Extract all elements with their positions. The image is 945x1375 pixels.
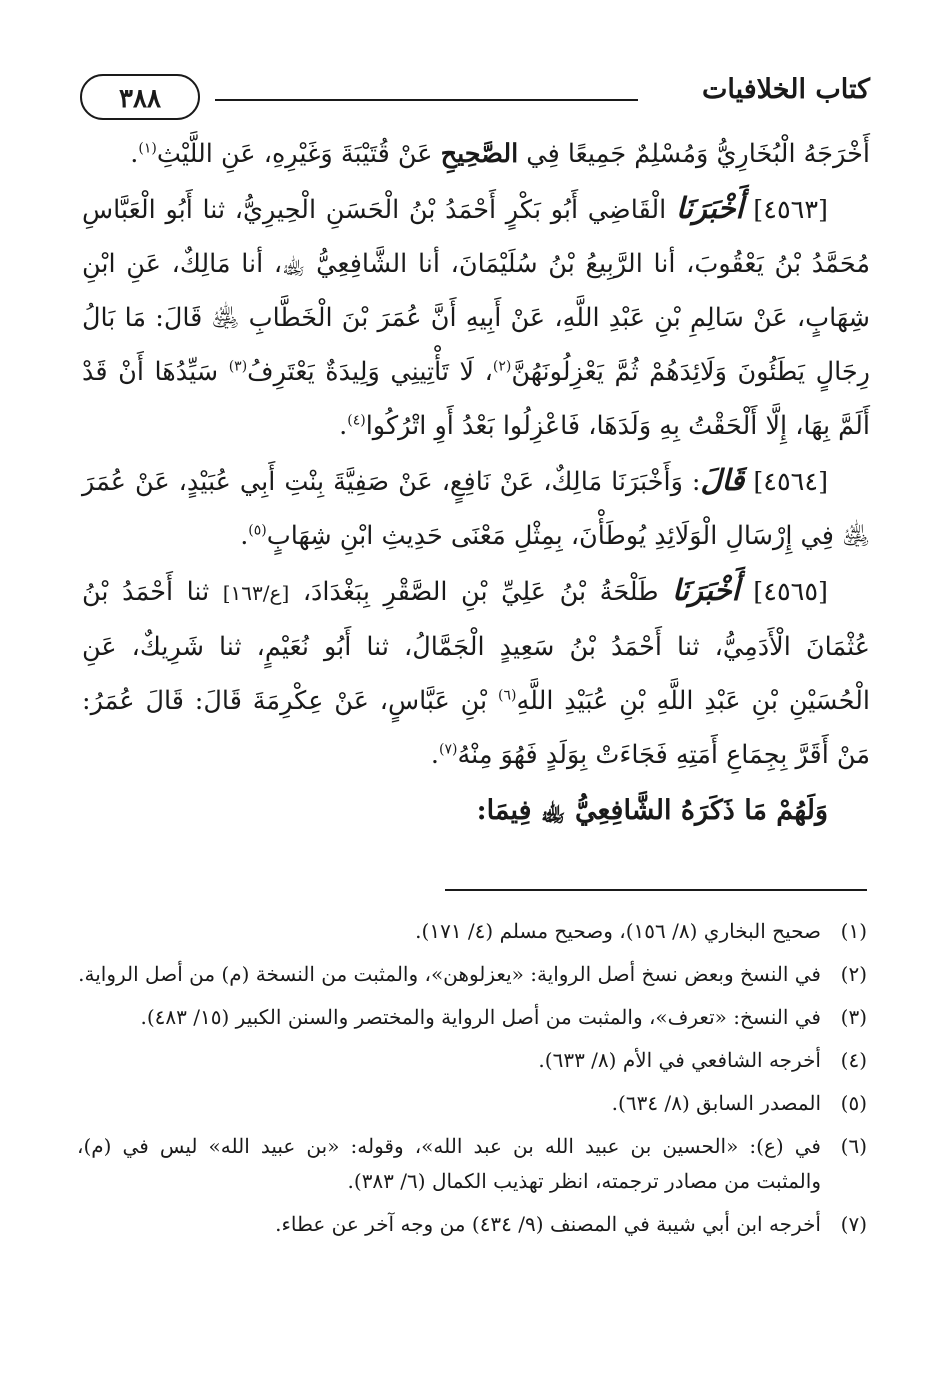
hadith-number: [٤٥٦٣] — [753, 195, 828, 225]
paragraph-1: أَخْرَجَهُ الْبُخَارِيُّ وَمُسْلِمٌ جَمِيعًا فِي الصَّحِيحِ عَنْ قُتَيْبَةَ وَغَيْرِهِ، عَنِ اللَّيْثِ$^{(١)}$. — [130, 139, 870, 169]
footnote-ref[interactable]: (١) — [138, 140, 157, 157]
hadith-keyword: أَخْبَرَنَا — [672, 573, 740, 607]
hadith-number: [٤٥٦٥] — [753, 577, 828, 607]
hadith-4564: [٤٥٦٤] قَالَ: وَأَخْبَرَنَا مَالِكٌ، عَنْ نَافِعٍ، عَنْ صَفِيَّةَ بِنْتِ أَبِي عُبَيْدٍ، عَنْ عُمَرَ ﵁ فِي إِرْسَالِ الْوَلَائِدِ يُوطَأْنَ، بِمِثْلِ مَعْنَى حَدِيثِ ابْنِ شِهَابٍ$^{(٥)}$. — [82, 463, 870, 551]
page-number: ٣٨٨ — [80, 74, 200, 120]
hadith-keyword: أَخْبَرَنَا — [675, 191, 744, 225]
footnote-separator — [445, 889, 867, 891]
hadith-keyword: قَالَ — [700, 463, 745, 497]
footnote-ref[interactable]: (٣) — [228, 358, 248, 375]
hadith-4565: [٤٥٦٥] أَخْبَرَنَا طَلْحَةُ بْنُ عَلِيِّ بْنِ الصَّقْرِ بِبَغْدَادَ، [ع/١٦٣] ثنا أَحْمَدُ بْنُ عُثْمَانَ الْأَدَمِيُّ، ثنا أَحْمَدُ بْنُ سَعِيدٍ الْجَمَّالُ، ثنا أَبُو نُعَيْمٍ، ثنا شَرِيكٌ، عَنِ الْحُسَيْنِ بْنِ عَبْدِ اللَّهِ بْنِ عُبَيْدِ اللَّهِ$^{(٦)}$ بْنِ عَبَّاسٍ، عَنْ عِكْرِمَةَ قَالَ: قَالَ عُمَرُ: مَنْ أَقَرَّ بِجِمَاعِ أَمَتِهِ فَجَاءَتْ بِوَلَدٍ فَهُوَ مِنْهُ$^{(٧)}$. — [82, 573, 870, 770]
footnote-4: (٤) أخرجه الشافعي في الأم (٨/ ٦٣٣). — [538, 1048, 867, 1072]
footnote-ref[interactable]: (٦) — [498, 687, 517, 704]
footnotes — [77, 914, 867, 1250]
hadith-4563: [٤٥٦٣] أَخْبَرَنَا الْقَاضِي أَبُو بَكْرٍ أَحْمَدُ بْنُ الْحَسَنِ الْحِيرِيُّ، ثنا أَبُو الْعَبَّاسِ مُحَمَّدُ بْنُ يَعْقُوبَ، أنا الرَّبِيعُ بْنُ سُلَيْمَانَ، أنا الشَّافِعِيُّ ﵀، أنا مَالِكٌ، عَنِ ابْنِ شِهَابٍ، عَنْ سَالِمِ بْنِ عَبْدِ اللَّهِ، عَنْ أَبِيهِ أَنَّ عُمَرَ بْنَ الْخَطَّابِ ﵁ قَالَ: مَا بَالُ رِجَالٍ يَطَئُونَ وَلَائِدَهُمْ ثُمَّ يَعْزِلُونَهُنَّ$^{(٢)}$، لَا تَأْتِينِي وَلِيدَةٌ يَعْتَرِفُ$^{(٣)}$ سَيِّدُهَا أَنْ قَدْ أَلَمَّ بِهَا، إِلَّا أَلْحَقْتُ بِهِ وَلَدَهَا، فَاعْزِلُوا بَعْدُ أَوِ اتْرُكُوا$^{(٤)}$. — [82, 191, 870, 441]
main-text — [82, 127, 870, 838]
footnote-6: (٦) في (ع): «الحسين بن عبيد الله بن عبد الله»، وقوله: «بن عبيد الله» ليس في (م)، والمثبت من مصادر ترجمته، انظر تهذيب الكمال (٦/ ٣٨٣). — [77, 1134, 867, 1193]
footnote-2: (٢) في النسخ وبعض نسخ أصل الرواية: «يعزلوهن»، والمثبت من النسخة (م) من أصل الرواية. — [78, 962, 867, 986]
footnote-3: (٣) في النسخ: «تعرف»، والمثبت من أصل الرواية والمختصر والسنن الكبير (١٥/ ٤٨٣). — [140, 1005, 867, 1029]
footnote-ref[interactable]: (٤) — [347, 412, 366, 429]
footnote-ref[interactable]: (٧) — [438, 741, 458, 758]
running-head-title: كتاب الخلافيات — [701, 74, 870, 105]
page-header — [80, 68, 870, 128]
header-rule — [215, 99, 638, 101]
footnote-ref[interactable]: (٢) — [492, 358, 512, 375]
footnote-ref[interactable]: (٥) — [248, 522, 267, 539]
book-name: الصَّحِيحِ — [440, 139, 519, 169]
hadith-number: [٤٥٦٤] — [753, 467, 829, 497]
footnote-1: (١) صحيح البخاري (٨/ ١٥٦)، وصحيح مسلم (٤/ ١٧١). — [415, 919, 867, 943]
footnote-5: (٥) المصدر السابق (٨/ ٦٣٤). — [611, 1091, 867, 1115]
manuscript-ref: [ع/١٦٣] — [222, 581, 290, 605]
footnote-7: (٧) أخرجه ابن أبي شيبة في المصنف (٩/ ٤٣٤) من وجه آخر عن عطاء. — [275, 1212, 867, 1236]
section-subheading: وَلَهُمْ مَا ذَكَرَهُ الشَّافِعِيُّ ﵀ فِيمَا: — [476, 795, 828, 826]
